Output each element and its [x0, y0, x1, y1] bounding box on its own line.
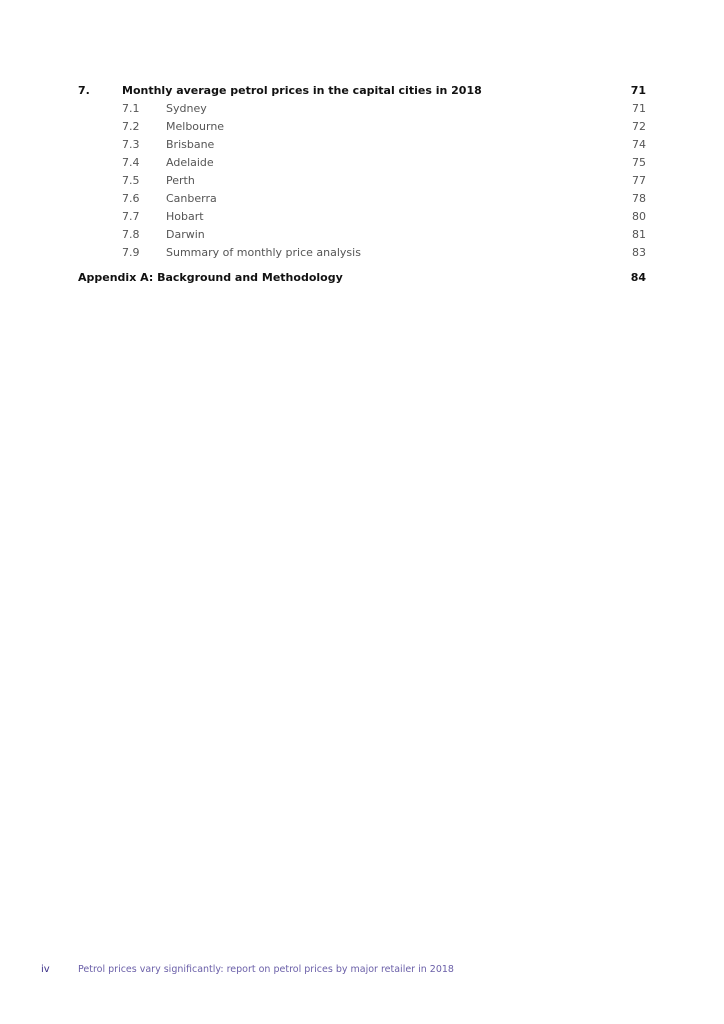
toc-entry-title: Sydney	[166, 102, 207, 115]
toc-entry-number: 7.9	[122, 246, 140, 259]
toc-section-page: 71	[630, 84, 646, 97]
toc-entry-title: Canberra	[166, 192, 217, 205]
page-footer	[0, 962, 724, 978]
toc-entry-number: 7.5	[122, 174, 140, 187]
toc-section-title: Monthly average petrol prices in the capital cities in 2018	[122, 84, 482, 97]
toc-appendix-a[interactable]	[0, 269, 724, 287]
toc-entry-number: 7.8	[122, 228, 140, 241]
toc-entry-page: 80	[632, 210, 646, 223]
toc-entry-page: 75	[632, 156, 646, 169]
toc-entry-7-2[interactable]	[0, 118, 724, 136]
toc-appendix-title: Appendix A: Background and Methodology	[78, 271, 343, 284]
toc-entry-7-4[interactable]	[0, 154, 724, 172]
toc-entry-page: 71	[632, 102, 646, 115]
toc-entry-title: Melbourne	[166, 120, 225, 133]
toc-entry-page: 83	[632, 246, 646, 259]
toc-entry-7-1[interactable]	[0, 100, 724, 118]
toc-entry-7-6[interactable]	[0, 190, 724, 208]
toc-entry-page: 78	[632, 192, 646, 205]
toc-appendix-page: 84	[630, 271, 646, 284]
toc-entry-7-5[interactable]	[0, 172, 724, 190]
toc-entry-7-8[interactable]	[0, 226, 724, 244]
toc-entry-title: Perth	[166, 174, 195, 187]
toc-section-7[interactable]	[0, 82, 724, 100]
toc-entry-number: 7.6	[122, 192, 140, 205]
toc-entry-7-7[interactable]	[0, 208, 724, 226]
toc-section-number: 7.	[78, 84, 90, 97]
toc-entry-7-9[interactable]	[0, 244, 724, 262]
toc-entry-page: 77	[632, 174, 646, 187]
toc-entry-number: 7.4	[122, 156, 140, 169]
toc-entry-number: 7.2	[122, 120, 140, 133]
toc-entry-number: 7.3	[122, 138, 140, 151]
toc-entry-title: Brisbane	[166, 138, 215, 151]
toc-entry-page: 81	[632, 228, 646, 241]
toc-entry-number: 7.7	[122, 210, 140, 223]
toc-entry-title: Adelaide	[166, 156, 214, 169]
footer-page-number: iv	[41, 964, 50, 975]
toc-entry-number: 7.1	[122, 102, 140, 115]
toc-entry-title: Summary of monthly price analysis	[166, 246, 361, 259]
toc-entry-page: 74	[632, 138, 646, 151]
toc-entry-title: Hobart	[166, 210, 204, 223]
toc-entry-7-3[interactable]	[0, 136, 724, 154]
toc-entry-title: Darwin	[166, 228, 205, 241]
toc-entry-page: 72	[632, 120, 646, 133]
footer-report-title: Petrol prices vary significantly: report on petrol prices by major retailer in 2018	[78, 964, 454, 975]
